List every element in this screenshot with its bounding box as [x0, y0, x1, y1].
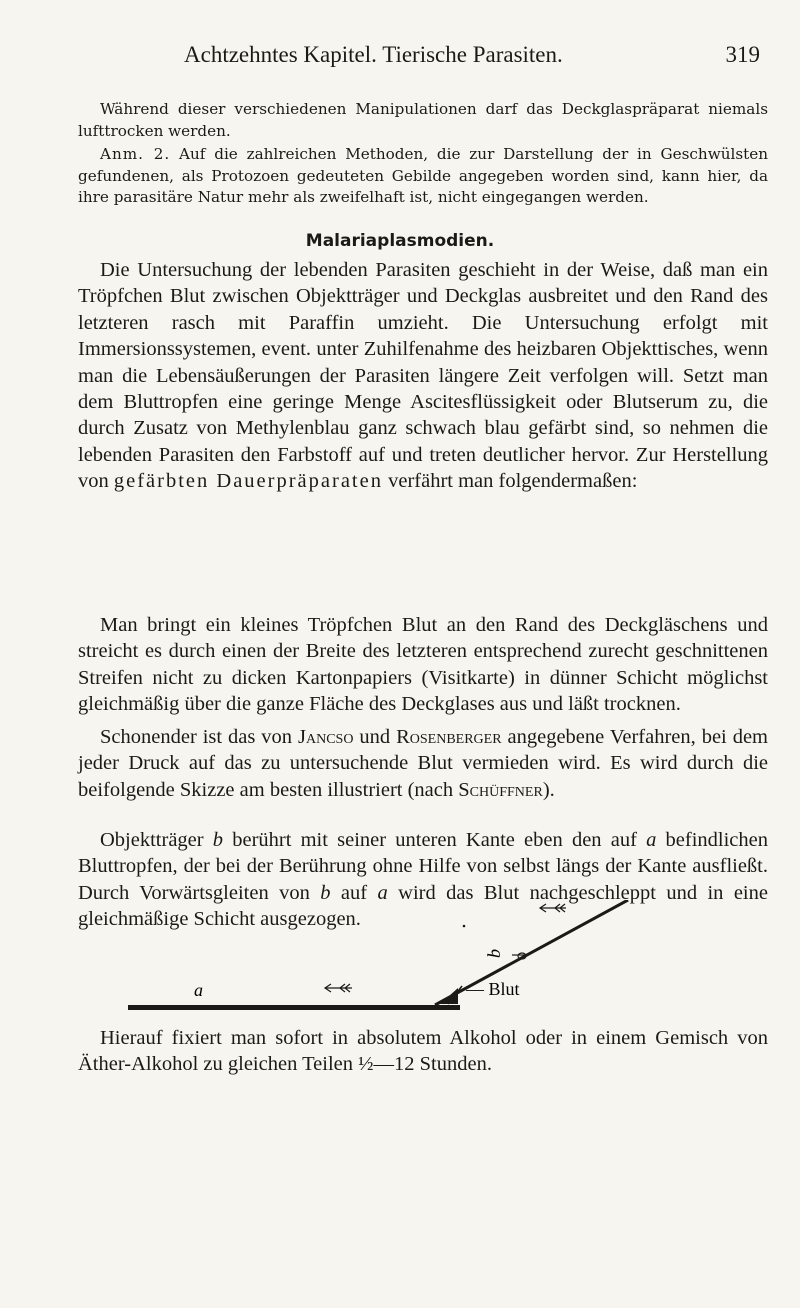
- letter-b-2: b: [320, 881, 331, 904]
- author-rosenberger: Rosenberger: [396, 726, 502, 748]
- paragraph-1-text-b: verfährt man folgendermaßen:: [382, 470, 638, 493]
- paragraph-4-text-a: Objektträger: [100, 829, 213, 851]
- letter-a-2: a: [377, 881, 388, 904]
- author-jancso: Jancso: [298, 726, 354, 748]
- letter-a: a: [646, 829, 657, 851]
- slide-b-shape: [435, 900, 628, 1005]
- slide-sketch-figure: [0, 900, 800, 1030]
- author-schueffner: Schüffner: [458, 778, 543, 801]
- arrow-left-icon: [325, 984, 352, 992]
- label-b: b: [484, 949, 504, 958]
- dot-mark: [463, 925, 466, 928]
- slide-sketch: [0, 900, 800, 1030]
- note-paragraph-2: [78, 144, 768, 209]
- paragraph-4-text-b: berührt mit seiner unteren Kante eben den auf: [223, 829, 647, 851]
- paragraph-4-text-e: wird das Blut nachgeschleppt und in eine gleichmäßige Schicht ausgezogen.: [78, 881, 768, 931]
- paragraph-1-text-a: Die Untersuchung der lebenden Parasiten geschieht in der Weise, daß man ein Tröpfchen Blut zwischen Objektträger und Deckglas ausbreitet und den Rand des letzteren rasch mit Paraffin umzieht. Die Untersuchung erfolgt mit Immersionssystemen, event. unter Zuhilfenahme des heizbaren Objekttisches, wenn man die Lebensäußerungen der Parasiten längere Zeit verfolgen will. Setzt man dem Bluttropfen eine geringe Menge Ascitesflüssigkeit oder Blutserum zu, die durch Zusatz von Methylenblau ganz schwach blau gefärbt sind, so nehmen die lebenden Parasiten den Farbstoff auf und treten deutlicher hervor. Zur Herstellung von: [78, 259, 768, 493]
- note-text: Auf die zahlreichen Methoden, die zur Darstellung der in Geschwülsten gefundenen, als Protozoen gedeuteten Gebilde angegeben worden sind, kann hier, da ihre parasitäre Natur mehr als zweifelhaft ist, nicht eingegangen werden.: [78, 145, 768, 206]
- slide-a-shape: [128, 1005, 460, 1010]
- paragraph-3-text-c: angegebene Verfahren, bei dem jeder Druck auf das zu untersuchende Blut vermieden wird. Es wird durch die beifolgende Skizze am besten illustriert (nach: [78, 726, 768, 801]
- paragraph-5: Hierauf fixiert man sofort in absolutem Alkohol oder in einem Gemisch von Äther-Alkohol zu gleichen Teilen ½—12 Stunden.: [78, 1027, 768, 1076]
- paragraph-3-text-a: Schonender ist das von: [100, 726, 299, 748]
- paragraph-1: [78, 257, 768, 495]
- label-a: a: [194, 980, 203, 1000]
- letter-b: b: [212, 829, 224, 851]
- paragraph-2: Man bringt ein kleines Tröpfchen Blut an den Rand des Deckgläschens und streicht es durch einen der Breite des letzteren entsprechend zurecht geschnittenen Streifen nicht zu dicken Kartonpapiers (Visitkarte) in dünner Schicht möglichst gleichmäßig über die ganze Fläche des Deckglases aus und läßt trocknen.: [78, 614, 768, 716]
- note-paragraph-1: Während dieser verschiedenen Manipulationen darf das Deckglaspräparat niemals lufttrocken werden.: [78, 100, 768, 140]
- chapter-title: Achtzehntes Kapitel. Tierische Parasiten.: [184, 42, 563, 67]
- label-blut: — Blut: [466, 979, 520, 999]
- arrow-top-icon: [540, 904, 566, 912]
- paragraph-3: [78, 724, 768, 803]
- paragraph-3-text-d: ).: [542, 778, 555, 801]
- paragraph-4-text-d: auf: [330, 881, 378, 904]
- paragraph-4-text-c: befindlichen Bluttropfen, der bei der Berührung ohne Hilfe von selbst längs der Kante ausfließt. Durch Vorwärtsgleiten von: [78, 829, 768, 904]
- paragraph-1-spaced: gefärbten Dauerpräparaten: [113, 470, 383, 493]
- paragraph-3-text-b: und: [353, 726, 397, 748]
- page-number: 319: [725, 42, 760, 67]
- note-label: Anm. 2.: [100, 145, 171, 163]
- section-title: Malariaplasmodien.: [305, 231, 495, 251]
